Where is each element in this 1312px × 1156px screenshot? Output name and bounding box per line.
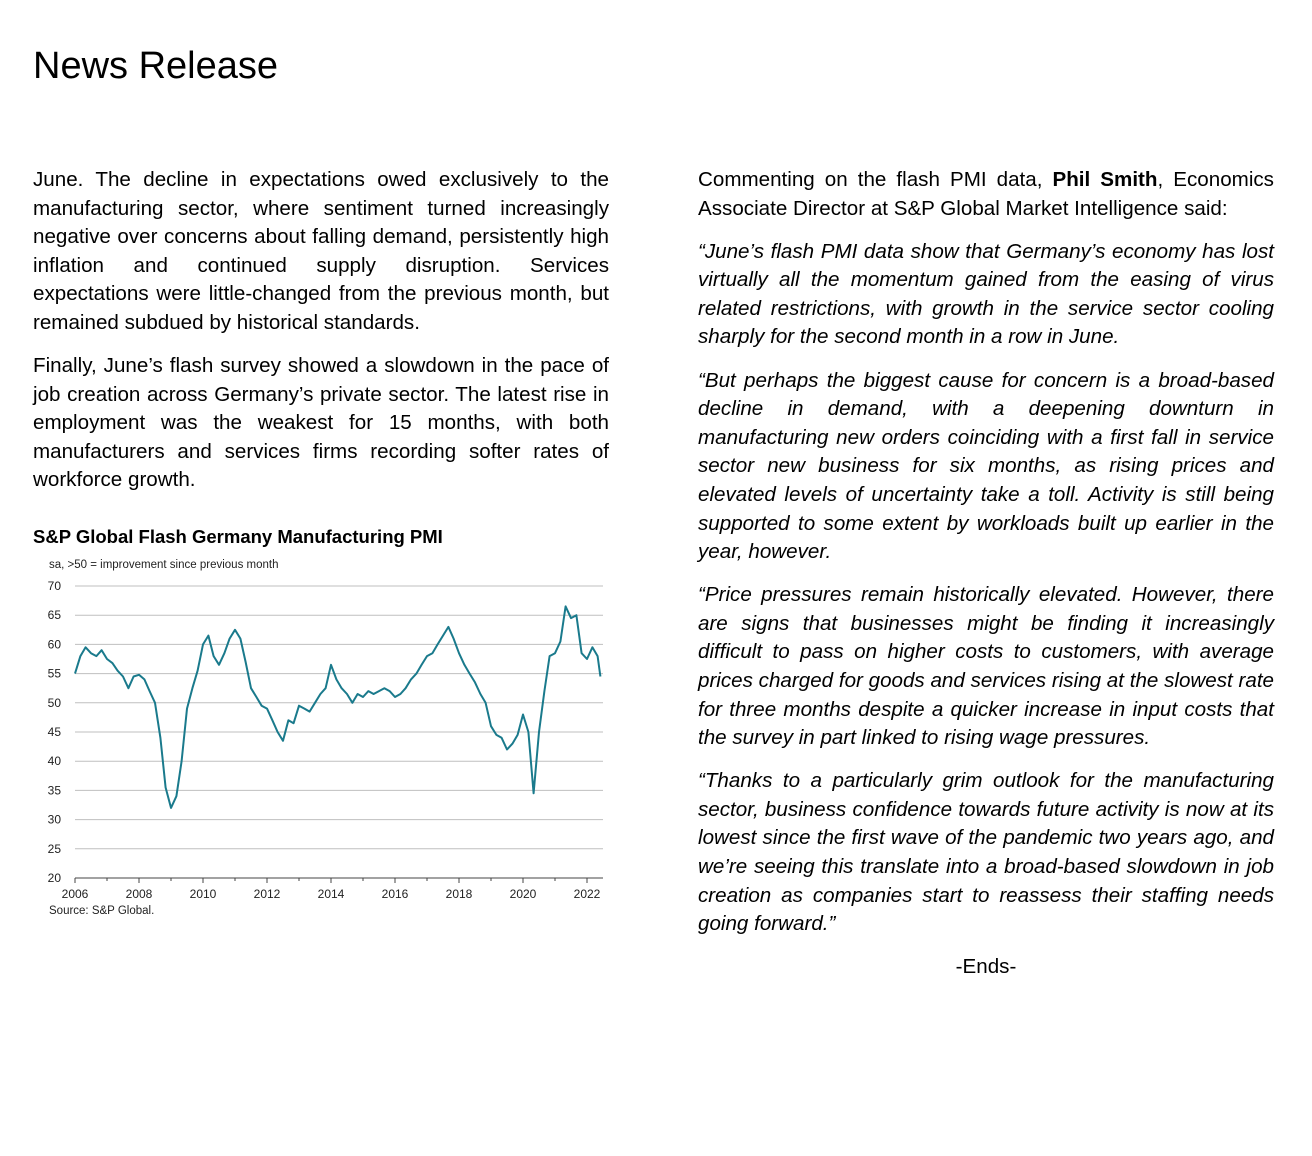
x-tick-label: 2012 <box>253 887 281 901</box>
x-tick-label: 2010 <box>189 887 217 901</box>
x-tick-label: 2020 <box>509 887 537 901</box>
x-tick-label: 2006 <box>61 887 89 901</box>
right-column <box>698 166 1274 996</box>
x-tick-label: 2016 <box>381 887 409 901</box>
chart-title: S&P Global Flash Germany Manufacturing PMI <box>33 526 443 547</box>
pmi-line-chart <box>33 552 613 922</box>
paragraph-expectations: June. The decline in expectations owed exclusively to the manufacturing sector, where sentiment turned increasingly negative over concerns about falling demand, persistently high inflation and continued supply disruption. Services expectations were little-changed from the previous month, but remained subdued by historical standards. <box>33 168 609 334</box>
intro-text-post: , Economics Associate Director at S&P Global Market Intelligence said: <box>698 168 1274 220</box>
x-tick-label: 2022 <box>573 887 601 901</box>
y-tick-label: 70 <box>47 579 61 593</box>
y-tick-label: 50 <box>47 695 61 710</box>
x-tick-label: 2014 <box>317 887 345 901</box>
paragraph-employment: Finally, June’s flash survey showed a slowdown in the pace of job creation across Germany’s private sector. The latest rise in employment was the weakest for 15 months, with both manufacturers and services firms recording softer rates of workforce growth. <box>33 354 609 492</box>
speaker-name: Phil Smith <box>1052 168 1158 191</box>
page-title: News Release <box>33 45 278 87</box>
y-tick-label: 55 <box>47 666 61 681</box>
x-tick-label: 2008 <box>125 887 153 901</box>
y-tick-label: 65 <box>47 608 61 623</box>
y-tick-label: 30 <box>47 812 61 827</box>
quote-paragraph-1: “June’s flash PMI data show that Germany’s economy has lost virtually all the momentum gained from the easing of virus related restrictions, with growth in the service sector cooling sharply for the second month in a row in June. <box>698 239 1274 349</box>
quote-paragraph-4: “Thanks to a particularly grim outlook for the manufacturing sector, business confidence towards future activity is now at its lowest since the first wave of the pandemic two years ago, and we’re seeing this translate into a broad-based slowdown in job creation as companies start to reassess their staffing needs going forward.” <box>698 769 1274 936</box>
chart-source: Source: S&P Global. <box>49 905 155 917</box>
ends-marker: -Ends- <box>955 955 1017 979</box>
y-tick-label: 20 <box>47 871 61 885</box>
pmi-series-line <box>75 606 600 808</box>
quote-paragraph-3: “Price pressures remain historically elevated. However, there are signs that businesses might be finding it increasingly difficult to pass on higher costs to customers, with average prices charged for goods and services rising at the slowest rate for three months despite a quicker increase in input costs that the survey in part linked to rising wage pressures. <box>698 583 1274 750</box>
y-tick-label: 60 <box>47 637 61 652</box>
y-tick-label: 40 <box>47 754 61 769</box>
left-column <box>33 166 609 510</box>
y-tick-label: 45 <box>47 725 61 739</box>
quote-paragraph-2: “But perhaps the biggest cause for concern is a broad-based decline in demand, with a deepening downturn in manufacturing new orders coinciding with a first fall in service sector new business for six months, as rising prices and elevated levels of uncertainty take a toll. Activity is still being supported to some extent by workloads built up earlier in the year, however. <box>698 368 1274 564</box>
commentary-intro <box>698 166 1274 223</box>
y-tick-label: 35 <box>47 783 61 798</box>
y-tick-label: 25 <box>47 841 61 856</box>
chart-subtitle: sa, >50 = improvement since previous month <box>49 559 279 571</box>
x-tick-label: 2018 <box>445 887 473 901</box>
intro-text-pre: Commenting on the flash PMI data, <box>698 168 1043 191</box>
